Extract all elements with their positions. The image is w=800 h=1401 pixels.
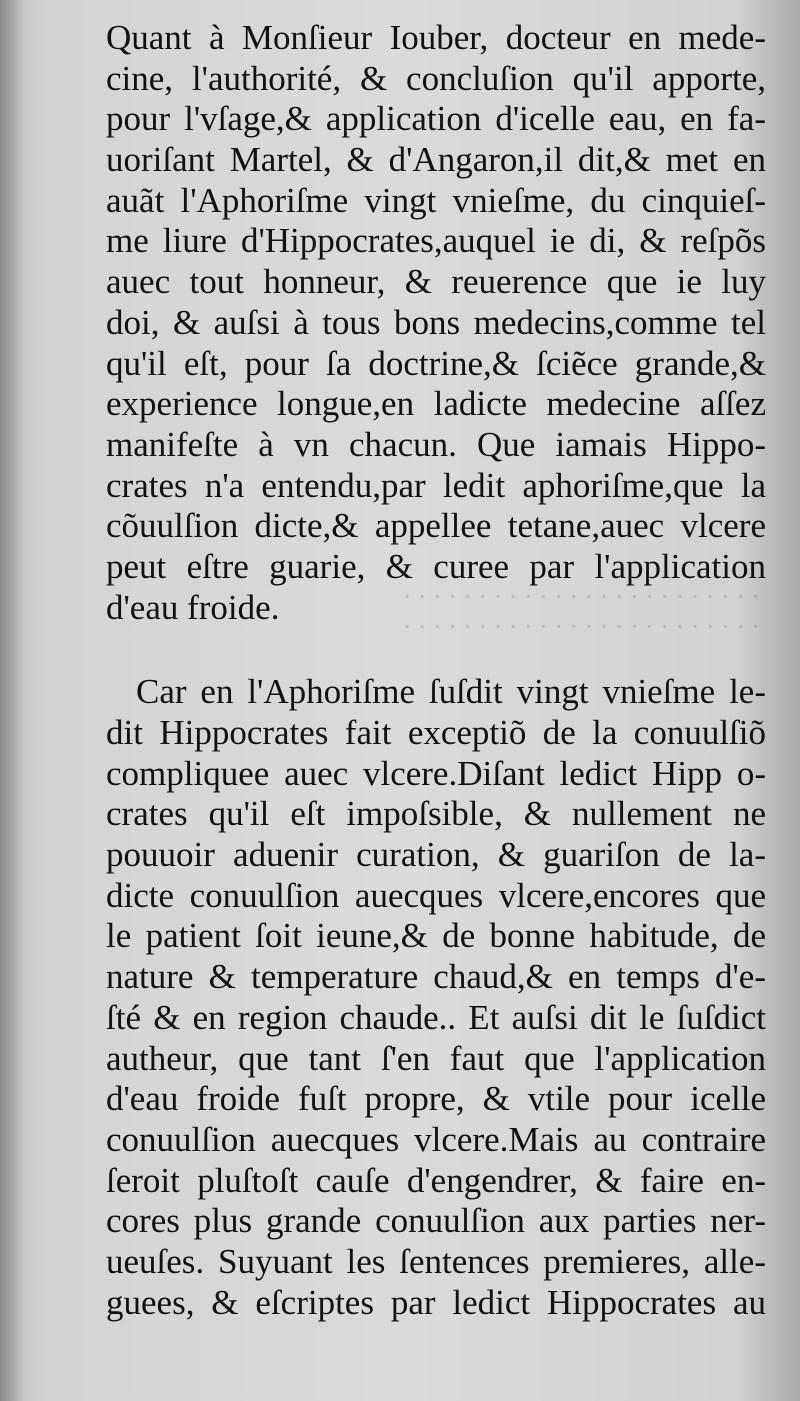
text-line: cores plus grande conuulſion aux parties ner- (106, 1201, 766, 1241)
text-line: cõuulſion dicte,& appellee tetane,auec vlcere (106, 506, 766, 546)
text-line: dit Hippocrates fait exceptiõ de la conuulſiõ (106, 713, 766, 752)
text-line: doi, & auſsi à tous bons medecins,comme tel (106, 302, 766, 342)
text-line: ueuſes. Suyuant les ſentences premieres, alle- (106, 1241, 766, 1281)
body-text (106, 18, 766, 1323)
text-line: auec tout honneur, & reuerence que ie luy (106, 262, 766, 302)
text-line: compliquee auec vlcere.Diſant ledict Hipp o- (106, 753, 766, 793)
text-line: me liure d'Hippocrates,auquel ie di, & reſpõs (106, 221, 766, 261)
text-line: guees, & eſcriptes par ledict Hippocrates au (106, 1282, 766, 1322)
text-line: nature & temperature chaud,& en temps d'e- (106, 957, 766, 997)
text-line: crates n'a entendu,par ledit aphoriſme,que la (106, 465, 766, 505)
text-line: d'eau froide. (106, 587, 280, 627)
text-line: qu'il eſt, pour ſa doctrine,& ſciẽce grande,& (106, 343, 766, 383)
text-line: auãt l'Aphoriſme vingt vnieſme, du cinquieſ- (106, 180, 766, 220)
text-line: Car en l'Aphoriſme ſuſdit vingt vnieſme le- (136, 672, 766, 712)
text-line: manifeſte à vn chacun. Que iamais Hippo- (106, 424, 766, 464)
text-line: crates qu'il eſt impoſsible, & nullement ne (106, 794, 766, 834)
text-line: pour l'vſage,& application d'icelle eau, en fa- (106, 99, 766, 139)
text-line: autheur, que tant ſ'en faut que l'application (106, 1038, 766, 1078)
text-line: conuulſion auecques vlcere.Mais au contraire (106, 1119, 766, 1159)
paragraph-1 (106, 18, 766, 628)
text-line: uoriſant Martel, & d'Angaron,il dit,& met en (106, 140, 766, 180)
text-line: dicte conuulſion auecques vlcere,encores que (106, 875, 766, 915)
text-line: le patient ſoit ieune,& de bonne habitude, de (106, 916, 766, 956)
text-line: ſeroit pluſtoſt cauſe d'engendrer, & faire en- (106, 1160, 766, 1200)
text-line: experience longue,en ladicte medecine aſſez (106, 384, 766, 424)
text-line: pouuoir aduenir curation, & guariſon de la- (106, 835, 766, 875)
paragraph-2 (106, 672, 766, 1323)
text-line: Quant à Monſieur Iouber, docteur en mede- (106, 18, 766, 57)
text-line: cine, l'authorité, & concluſion qu'il apporte, (106, 58, 766, 98)
show-through-text: · · · · · · · · · · · · · · · · · · · · · · · · · · · · · · · · · · · · · · · · · · · · · · · · (402, 582, 760, 641)
paragraph-spacer (106, 628, 766, 672)
text-line: d'eau froide fuſt propre, & vtile pour icelle (106, 1079, 766, 1119)
text-line: ſté & en region chaude.. Et auſsi dit le ſuſdict (106, 997, 766, 1037)
text-line: peut eſtre guarie, & curee par l'application (106, 546, 766, 586)
